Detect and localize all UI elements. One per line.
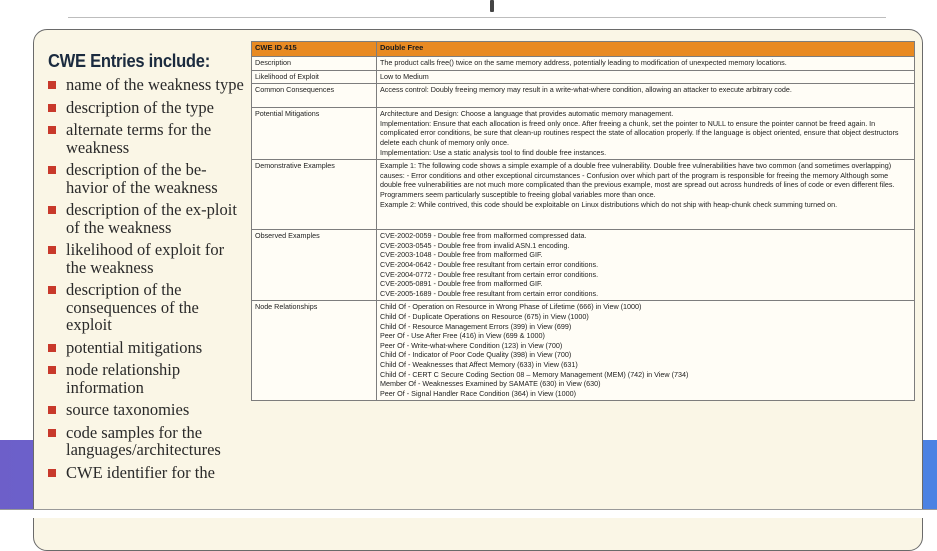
row-key-cell: Demonstrative Examples: [252, 160, 377, 230]
row-key-cell: Likelihood of Exploit: [252, 70, 377, 84]
table-row: [252, 230, 915, 301]
row-value-cell: [377, 301, 915, 401]
value-line: Child Of - CERT C Secure Coding Section 08 – Memory Management (MEM) (742) in View (734): [380, 369, 689, 379]
list-item: alternate terms for the weakness: [48, 121, 248, 156]
value-line: Child Of - Operation on Resource in Wrong Phase of Lifetime (666) in View (1000): [380, 302, 642, 312]
value-line: Child Of - Resource Management Errors (399) in View (699): [380, 321, 572, 331]
row-value-cell: [377, 84, 915, 108]
value-line: Peer Of - Use After Free (416) in View (699 & 1000): [380, 331, 545, 341]
table-row: [252, 108, 915, 160]
list-item: potential mitigations: [48, 339, 248, 357]
title-fragment: [490, 0, 494, 12]
bullet-icon: [48, 126, 56, 134]
value-line: Example 1: The following code shows a simple example of a double free vulnerability. Double free vulnerabilities have two common (and sometimes overlapping) causes: - Error conditions and other exceptional circumstances - Confusion over which part of the program is responsible for freeing the memory Although some double free vulnerabilities are not much more complicated than the previous example, most are spread out across hundreds of lines of code or even different files. Programmers seem particularly susceptible to freeing global variables more than once.: [380, 161, 895, 199]
bullet-icon: [48, 344, 56, 352]
list-item: description of the ex-ploit of the weakness: [48, 201, 248, 236]
value-line: CVE-2004-0772 - Double free resultant from certain error conditions.: [380, 269, 599, 279]
bullet-icon: [48, 366, 56, 374]
page-bottom-strip: [0, 509, 937, 518]
row-key-cell: Potential Mitigations: [252, 108, 377, 160]
value-line: Architecture and Design: Choose a language that provides automatic memory management.: [380, 109, 674, 119]
bullet-icon: [48, 286, 56, 294]
list-item: likelihood of exploit for the weakness: [48, 241, 248, 276]
row-key-cell: Common Consequences: [252, 84, 377, 108]
row-value-cell: [377, 160, 915, 230]
list-item: description of the be-havior of the weakness: [48, 161, 248, 196]
value-line: CVE-2004-0642 - Double free resultant from certain error conditions.: [380, 259, 599, 269]
value-line: CVE-2002-0059 - Double free from malformed compressed data.: [380, 231, 587, 241]
cwe-415-table: [251, 41, 915, 401]
bullet-icon: [48, 469, 56, 477]
row-value-cell: [377, 230, 915, 301]
bullet-icon: [48, 166, 56, 174]
value-line: Peer Of - Signal Handler Race Condition (364) in View (1000): [380, 388, 577, 398]
row-key-cell: Node Relationships: [252, 301, 377, 401]
value-line: Peer Of - Write-what-where Condition (123) in View (700): [380, 340, 563, 350]
value-line: CVE-2003-1048 - Double free from malformed GIF.: [380, 250, 543, 260]
entries-heading: CWE Entries include:: [48, 51, 210, 71]
bullet-icon: [48, 246, 56, 254]
row-key-cell: Description: [252, 57, 377, 71]
list-item: name of the weakness type: [48, 76, 248, 94]
row-value-cell: [377, 108, 915, 160]
bullet-icon: [48, 104, 56, 112]
value-line: Access control: Doubly freeing memory may result in a write-what-where condition, allowing an attacker to execute arbitrary code.: [380, 85, 792, 95]
list-item: description of the consequences of the exploit: [48, 281, 248, 334]
value-line: CVE-2005-0891 - Double free from malformed GIF.: [380, 279, 543, 289]
value-line: Implementation: Use a static analysis tool to find double free instances.: [380, 147, 607, 157]
value-line: Implementation: Ensure that each allocation is freed only once. After freeing a chunk, set the pointer to NULL to ensure the pointer cannot be freed again. In complicated error conditions, be sure that clean-up routines respect the state of allocation properly. If the language is object oriented, ensure that object destructors delete each chunk of memory only once.: [380, 118, 899, 147]
row-key-cell: Observed Examples: [252, 230, 377, 301]
bullet-icon: [48, 81, 56, 89]
table-row: [252, 84, 915, 108]
value-line: Child Of - Duplicate Operations on Resource (675) in View (1000): [380, 311, 589, 321]
list-item: source taxonomies: [48, 401, 248, 419]
table-row: [252, 57, 915, 71]
entries-list: [48, 76, 248, 481]
value-line: Child Of - Indicator of Poor Code Quality (398) in View (700): [380, 350, 572, 360]
title-rule: [68, 17, 886, 18]
value-line: CVE-2005-1689 - Double free resultant from certain error conditions.: [380, 288, 599, 298]
bullet-icon: [48, 206, 56, 214]
page-bottom-line: [0, 509, 937, 510]
table-row: [252, 301, 915, 401]
bullet-icon: [48, 429, 56, 437]
table-row: [252, 70, 915, 84]
value-line: Child Of - Weaknesses that Affect Memory (633) in View (631): [380, 359, 578, 369]
value-line: Example 2: While contrived, this code should be exploitable on Linux distributions which do not ship with heap-chunk check summing turned on.: [380, 199, 838, 209]
value-line: Low to Medium: [380, 71, 429, 81]
value-line: CVE-2003-0545 - Double free from invalid ASN.1 encoding.: [380, 240, 570, 250]
list-item: code samples for the languages/architectures: [48, 424, 248, 459]
cwe-entry-card: [33, 29, 923, 551]
header-key-cell: CWE ID 415: [252, 42, 377, 57]
list-item: CWE identifier for the: [48, 464, 248, 482]
value-line: The product calls free() twice on the same memory address, potentially leading to modification of unexpected memory locations.: [380, 58, 787, 67]
table-row: [252, 160, 915, 230]
value-line: Member Of - Weaknesses Examined by SAMATE (630) in View (630): [380, 379, 601, 389]
table-header-row: [252, 42, 915, 57]
header-value-cell: Double Free: [377, 42, 915, 57]
row-value-cell: [377, 57, 915, 71]
row-value-cell: [377, 70, 915, 84]
bullet-icon: [48, 406, 56, 414]
entries-panel: [48, 48, 248, 486]
cwe-table-container: [251, 41, 915, 401]
list-item: node relationship information: [48, 361, 248, 396]
list-item: description of the type: [48, 99, 248, 117]
